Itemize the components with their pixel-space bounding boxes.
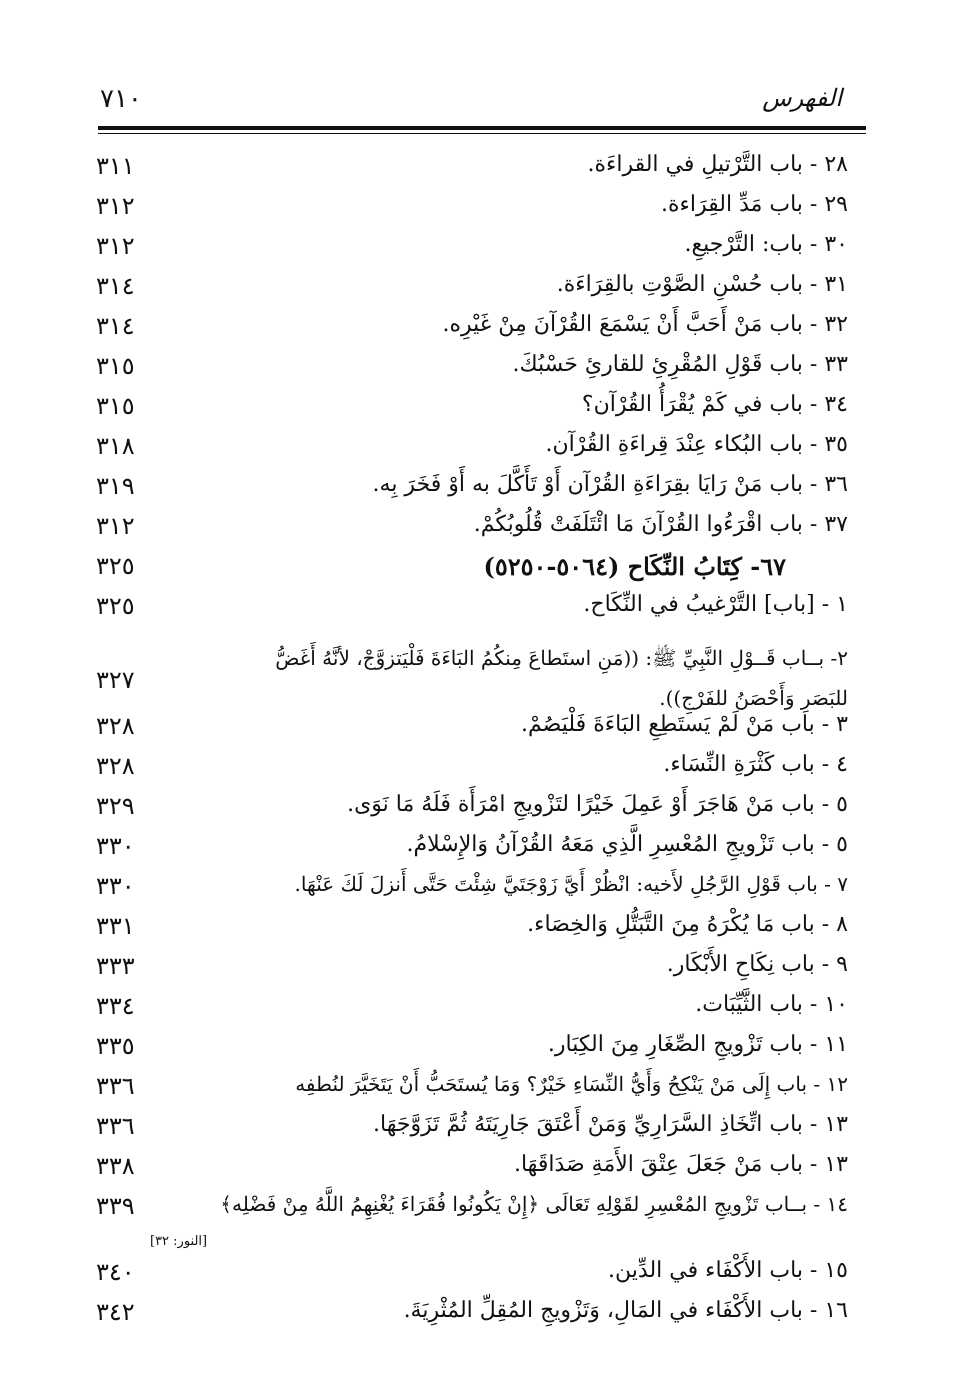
entry-title: ١٣ - باب مَنْ جَعَلَ عِتْقَ الأَمَةِ صَدَاقَهَا. xyxy=(513,1152,848,1177)
index-entry xyxy=(96,232,848,272)
index-entry xyxy=(96,1192,848,1232)
index-entry xyxy=(96,992,848,1032)
entry-page-number: ٣٣٦ xyxy=(96,1112,135,1140)
entry-title: ٣٥ - باب البُكاء عِنْدَ قِراءَةِ القُرْآن. xyxy=(545,432,848,457)
entry-page-number: ٣٤٠ xyxy=(96,1258,135,1286)
index-entry xyxy=(96,432,848,472)
entry-title: ١٦ - باب الأَكْفَاء في المَالِ، وَتَزْويجِ المُقِلِّ المُثْرِيَةَ. xyxy=(403,1298,848,1323)
entry-title: ٣٦ - باب مَنْ رَايَا بقِرَاءَةِ القُرْآن أَوْ تَأَكَّلَ به أَوْ فَخَرَ بِه. xyxy=(372,472,848,497)
index-entry xyxy=(96,152,848,192)
index-entry xyxy=(96,1112,848,1152)
entry-page-number: ٣٣٥ xyxy=(96,1032,135,1060)
header-rule xyxy=(98,126,866,130)
page-number: ٧١٠ xyxy=(100,84,142,114)
entry-title: ٣٧ - باب اقْرَءُوا القُرْآنَ مَا ائْتَلَفَتْ قُلُوبُكُمْ. xyxy=(473,512,848,537)
entry-title: ٢٨ - باب التَّرْتيلِ في القراءَة. xyxy=(587,152,848,177)
entry-page-number: ٣١٢ xyxy=(96,232,135,260)
entry-page-number: ٣٢٩ xyxy=(96,792,135,820)
entry-page-number: ٣٣١ xyxy=(96,912,135,940)
entry-title: ١٥ - باب الأَكْفَاء في الدِّين. xyxy=(608,1258,848,1283)
entry-title: ١٣ - باب اتِّخَاذِ السَّرَارِيِّ وَمَنْ أَعْتَقَ جَارِيَتَهُ ثُمَّ تَزَوَّجَهَا. xyxy=(373,1112,848,1137)
index-entry xyxy=(96,512,848,552)
index-entry xyxy=(96,192,848,232)
verse-reference: [النور: ٣٢] xyxy=(150,1234,208,1249)
entry-page-number: ٣٢٥ xyxy=(96,552,135,580)
entry-page-number: ٣٢٨ xyxy=(96,752,135,780)
entry-page-number: ٣٣٦ xyxy=(96,1072,135,1100)
entry-title: ٢- بــاب قَــوْلِ النَّبِيِّ ﷺ: ((مَنِ استَطاعَ مِنكُمُ البَاءَةَ فَلْيَتزوَّجْ، لأنَّهُ أَغَضُّ xyxy=(275,646,848,670)
entry-page-number: ٣٣٤ xyxy=(96,992,135,1020)
index-entry xyxy=(96,646,848,710)
index-entry xyxy=(96,392,848,432)
entry-page-number: ٣١٤ xyxy=(96,312,135,340)
entry-page-number: ٣٤٢ xyxy=(96,1298,135,1326)
entry-page-number: ٣١١ xyxy=(96,152,135,180)
entry-title: ٣٢ - باب مَنْ أَحَبَّ أَنْ يَسْمَعَ القُرْآنَ مِنْ غَيْرِه. xyxy=(442,312,848,337)
index-entry xyxy=(96,752,848,792)
index-entry xyxy=(96,352,848,392)
index-entry xyxy=(96,1152,848,1192)
index-entry xyxy=(96,592,848,632)
index-entry xyxy=(96,912,848,952)
entry-page-number: ٣١٢ xyxy=(96,192,135,220)
entry-page-number: ٣١٩ xyxy=(96,472,135,500)
entry-title: ٣٤ - باب في كَمْ يُقْرَأُ القُرْآن؟ xyxy=(581,392,848,417)
header-rule-thin xyxy=(98,133,866,134)
index-entry xyxy=(96,272,848,312)
entry-page-number: ٣٣٣ xyxy=(96,952,135,980)
entry-title: ٥ - باب مَنْ هَاجَرَ أَوْ عَمِلَ خَيْرًا لتَزْويجِ امْرَأَة فَلَهُ مَا نَوَى. xyxy=(347,792,848,817)
entry-title: ٣٠ - باب: التَّرْجيعِ. xyxy=(684,232,848,257)
entry-page-number: ٣٣٠ xyxy=(96,872,135,900)
index-entry xyxy=(96,1072,848,1112)
book-heading: ٦٧- كِتَابُ النِّكَاح (٥٠٦٤-٥٢٥٠) xyxy=(483,552,786,581)
entry-page-number: ٣٣٩ xyxy=(96,1192,135,1220)
entry-page-number: ٣٣٠ xyxy=(96,832,135,860)
entry-title-continuation: للبَصَرِ وَأَحْصَنُ للفَرْجِ)). xyxy=(659,686,848,710)
entry-title: ٣٣ - باب قَوْلِ المُقْرِئِ للقارئِ حَسْبُكَ. xyxy=(512,352,848,377)
index-entry xyxy=(96,1032,848,1072)
entry-page-number: ٣١٥ xyxy=(96,392,135,420)
entry-page-number: ٣٢٨ xyxy=(96,712,135,740)
index-entry xyxy=(96,952,848,992)
index-entry xyxy=(96,832,848,872)
entry-title: ١٢ - باب إِلَى مَنْ يَنْكِحُ وَأَيُّ النِّسَاءِ خَيْرٌ؟ وَمَا يُستَحَبُّ أَنْ يَتَخَيَّرَ لنُطفِه xyxy=(295,1072,848,1096)
entry-page-number: ٣٢٧ xyxy=(96,666,135,694)
index-entry xyxy=(96,792,848,832)
entry-title: ٩ - باب نِكَاحِ الأَبْكَار. xyxy=(666,952,848,977)
entry-title: ١١ - باب تَزْويجِ الصِّغَارِ مِنَ الكِبَار. xyxy=(547,1032,848,1057)
entry-title: ٣ - باب مَنْ لَمْ يَستَطِعِ البَاءَةَ فَلْيَصُمْ. xyxy=(521,712,848,737)
entry-title: ٣١ - باب حُسْنِ الصَّوْتِ بالقِرَاءَة. xyxy=(556,272,848,297)
entry-title: ١٤ - بــاب تَزْويجِ المُعْسِرِ لقَوْلِهِ تَعَالَى ﴿إِنْ يَكُونُوا فُقَرَاءَ يُغْنِهِمُ اللَّهُ مِنْ فَضْلِه﴾ xyxy=(220,1192,848,1216)
entry-page-number: ٣١٥ xyxy=(96,352,135,380)
book-heading-row xyxy=(96,552,848,592)
index-entry xyxy=(96,1298,848,1338)
entry-title: ٥ - باب تَزْويجِ المُعْسِرِ الَّذِي مَعَهُ القُرْآنُ وَالإِسْلامُ. xyxy=(406,832,848,857)
index-entry xyxy=(96,712,848,752)
page-header-title: الفهرس xyxy=(762,84,842,112)
index-entry xyxy=(96,312,848,352)
entry-title: ٤ - باب كَثْرَةِ النِّسَاء. xyxy=(663,752,848,777)
entry-title: ١ - [باب] التَّرْغيبُ في النِّكَاح. xyxy=(583,592,848,617)
entry-title: ٢٩ - باب مَدِّ القِرَاءة. xyxy=(661,192,848,217)
entry-page-number: ٣١٨ xyxy=(96,432,135,460)
index-entry xyxy=(96,872,848,912)
entry-title: ١٠ - باب الثَّيِّبَات. xyxy=(695,992,848,1017)
entry-title: ٧ - باب قَوْلِ الرَّجُلِ لأَخيه: انْظُرْ أَيَّ زَوْجَتَيَّ شِئْتَ حَتَّى أَنزلَ لَكَ عَنْهَا. xyxy=(294,872,848,896)
entry-page-number: ٣١٢ xyxy=(96,512,135,540)
entry-page-number: ٣٢٥ xyxy=(96,592,135,620)
index-entry xyxy=(96,1258,848,1298)
entry-page-number: ٣٣٨ xyxy=(96,1152,135,1180)
index-entry xyxy=(96,472,848,512)
entry-page-number: ٣١٤ xyxy=(96,272,135,300)
entry-title: ٨ - باب مَا يُكْرَهُ مِنَ التَّبَتُّلِ وَالخِصَاء. xyxy=(527,912,848,937)
